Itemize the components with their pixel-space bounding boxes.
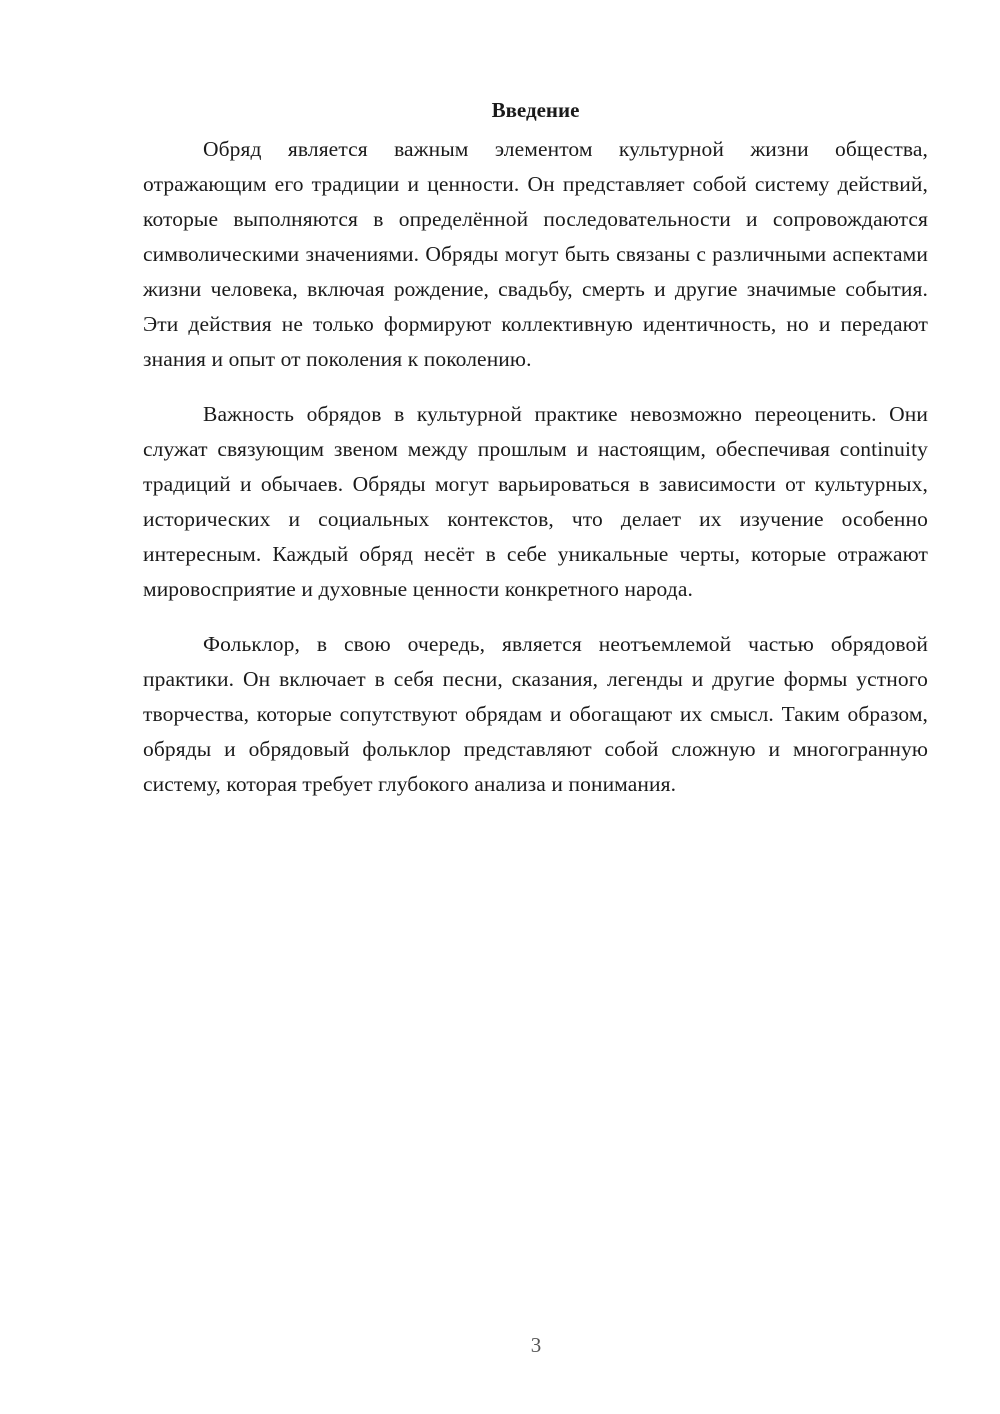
- page-content: [143, 92, 928, 822]
- paragraph-3: Фольклор, в свою очередь, является неотъемлемой частью обрядовой практики. Он включает в себя песни, сказания, легенды и другие формы устного творчества, которые сопутствуют обрядам и обогащают их смысл. Таким образом, обряды и обрядовый фольклор представляют собой сложную и многогранную систему, которая требует глубокого анализа и понимания.: [143, 632, 928, 796]
- section-heading: Введение: [491, 98, 580, 122]
- paragraph-2: Важность обрядов в культурной практике невозможно переоценить. Они служат связующим звеном между прошлым и настоящим, обеспечивая continuity традиций и обычаев. Обряды могут варьироваться в зависимости от культурных, исторических и социальных контекстов, что делает их изучение особенно интересным. Каждый обряд несёт в себе уникальные черты, которые отражают мировосприятие и духовные ценности конкретного народа.: [143, 402, 928, 601]
- paragraph-1: Обряд является важным элементом культурной жизни общества, отражающим его традиции и ценности. Он представляет собой систему действий, которые выполняются в определённой последовательности и сопровождаются символическими значениями. Обряды могут быть связаны с различными аспектами жизни человека, включая рождение, свадьбу, смерть и другие значимые события. Эти действия не только формируют коллективную идентичность, но и передают знания и опыт от поколения к поколению.: [143, 137, 928, 371]
- page-number: 3: [530, 1333, 542, 1357]
